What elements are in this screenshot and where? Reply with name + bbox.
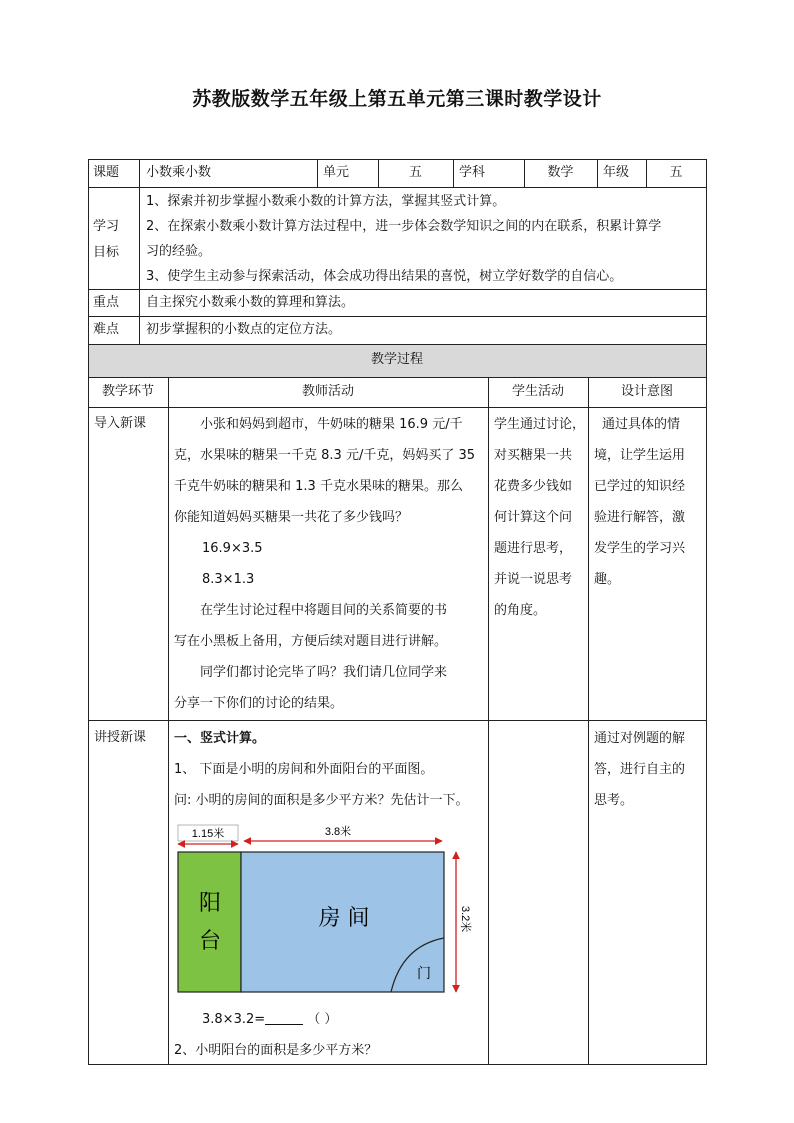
answer-unit-paren: （ ） xyxy=(307,1012,338,1027)
document-title: 苏教版数学五年级上第五单元第三课时教学设计 xyxy=(192,88,602,110)
balcony-area xyxy=(178,852,241,992)
teacher-line: 分享一下你们的讨论的结果。 xyxy=(174,696,344,711)
row2-intent xyxy=(594,723,704,816)
objective-line: 习的经验。 xyxy=(146,244,212,259)
teacher-line: 写在小黑板上备用，方便后续对题目进行讲解。 xyxy=(174,634,448,649)
objective-line: 2、在探索小数乘小数计算方法过程中，进一步体会数学知识之间的内在联系，积累计算学 xyxy=(146,219,662,234)
unit-label: 单元 xyxy=(323,165,350,180)
teacher-line: 克，水果味的糖果一千克 8.3 元/千克，妈妈买了 35 xyxy=(174,448,475,463)
intent-line: 答，进行自主的 xyxy=(594,762,686,777)
calculation-line xyxy=(202,1004,482,1035)
teacher-line: 在学生讨论过程中将题目间的关系简要的书 xyxy=(200,603,448,618)
section-heading: 一、竖式计算。 xyxy=(174,731,266,746)
expression: 16.9×3.5 xyxy=(202,541,263,556)
objectives-label-line1: 学习 xyxy=(93,219,120,234)
balcony-label-1: 阳 xyxy=(198,891,222,916)
student-line: 学生通过讨论， xyxy=(494,417,586,432)
teacher-line: 你能知道妈妈买糖果一共花了多少钱吗？ xyxy=(174,510,409,525)
balcony-label-2: 台 xyxy=(198,929,222,954)
student-line: 花费多少钱如 xyxy=(494,479,573,494)
key-point-label: 重点 xyxy=(93,295,120,310)
student-line: 对买糖果一共 xyxy=(494,448,573,463)
student-line: 何计算这个问 xyxy=(494,510,573,525)
topic-value: 小数乘小数 xyxy=(146,165,212,180)
difficulty-value: 初步掌握积的小数点的定位方法。 xyxy=(146,322,342,337)
intent-line: 思考。 xyxy=(594,793,634,808)
row1-stage: 导入新课 xyxy=(94,416,147,431)
teacher-line: 千克牛奶味的糖果和 1.3 千克水果味的糖果。那么 xyxy=(174,479,463,494)
intent-line: 通过对例题的解 xyxy=(594,731,686,746)
question-1-ask: 问: 小明的房间的面积是多少平方米？先估计一下。 xyxy=(174,793,469,808)
grade-label: 年级 xyxy=(603,165,630,180)
room-width-label: 3.8米 xyxy=(324,826,352,838)
objectives-label-line2: 目标 xyxy=(93,245,120,260)
question-1: 1、 下面是小明的房间和外面阳台的平面图。 xyxy=(174,762,434,777)
intent-line: 发学生的学习兴 xyxy=(594,541,686,556)
intent-line: 境，让学生运用 xyxy=(594,448,686,463)
col-stage: 教学环节 xyxy=(101,384,154,399)
col-teacher: 教师活动 xyxy=(301,384,354,399)
teacher-line: 小张和妈妈到超市，牛奶味的糖果 16.9 元/千 xyxy=(200,417,463,432)
floor-plan-diagram xyxy=(172,820,482,1002)
intent-line: 通过具体的情 xyxy=(602,417,681,432)
objective-line: 3、使学生主动参与探索活动，体会成功得出结果的喜悦，树立学好数学的自信心。 xyxy=(146,269,623,284)
student-line: 并说一说思考 xyxy=(494,572,573,587)
expression: 8.3×1.3 xyxy=(202,572,255,587)
intent-line: 已学过的知识经 xyxy=(594,479,686,494)
balcony-width-label: 1.15米 xyxy=(191,828,225,840)
row1-student xyxy=(494,409,586,626)
process-header: 教学过程 xyxy=(370,352,423,367)
difficulty-label: 难点 xyxy=(93,322,120,337)
col-student: 学生活动 xyxy=(511,384,564,399)
intent-line: 验进行解答，激 xyxy=(594,510,686,525)
intent-line: 趣。 xyxy=(594,572,621,587)
row1-teacher xyxy=(174,409,484,719)
door-label: 门 xyxy=(417,966,431,982)
topic-label: 课题 xyxy=(93,165,120,180)
objectives-label xyxy=(93,214,119,266)
row2-stage: 讲授新课 xyxy=(94,730,147,745)
room-label: 房 间 xyxy=(318,906,370,931)
unit-value: 五 xyxy=(408,165,422,180)
teacher-line: 同学们都讨论完毕了吗？我们请几位同学来 xyxy=(200,665,448,680)
student-line: 的角度。 xyxy=(494,603,547,618)
answer-blank xyxy=(265,1010,303,1025)
objectives-text xyxy=(146,189,702,289)
calculation-expression: 3.8×3.2= xyxy=(202,1012,266,1027)
height-label: 3.2米 xyxy=(459,906,471,933)
student-line: 题进行思考， xyxy=(494,541,573,556)
key-point-value: 自主探究小数乘小数的算理和算法。 xyxy=(146,295,355,310)
subject-label: 学科 xyxy=(459,165,486,180)
row2-teacher xyxy=(174,723,484,816)
grade-value: 五 xyxy=(669,165,683,180)
row1-intent xyxy=(594,409,704,595)
col-intent: 设计意图 xyxy=(620,384,673,399)
objective-line: 1、探索并初步掌握小数乘小数的计算方法，掌握其竖式计算。 xyxy=(146,194,506,209)
question-2: 2、小明阳台的面积是多少平方米？ xyxy=(174,1043,378,1058)
subject-value: 数学 xyxy=(547,165,574,180)
